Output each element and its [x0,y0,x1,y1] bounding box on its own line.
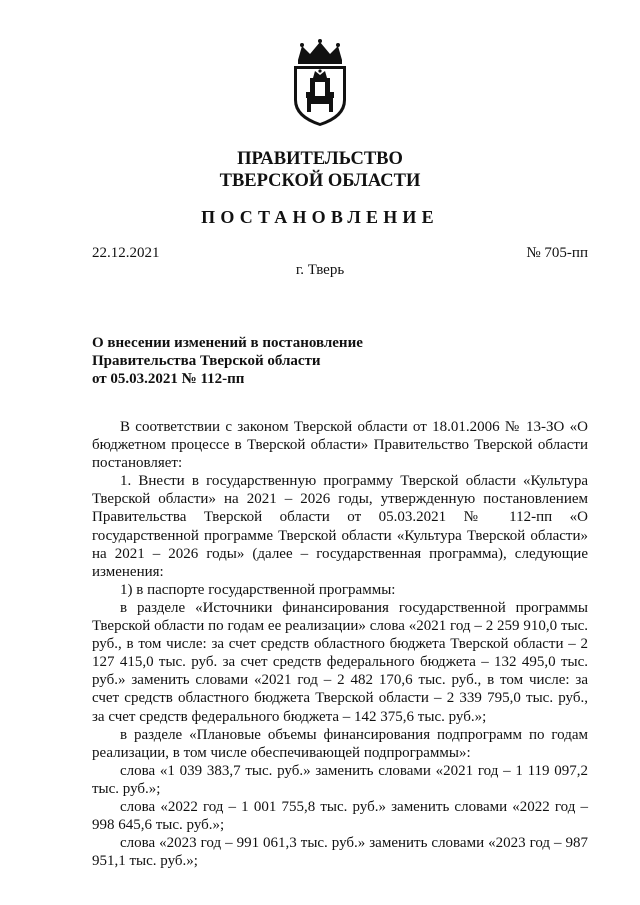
document-title [92,334,452,388]
paragraph-funding-sources: в разделе «Источники финансирования государственной программы Тверской области по годам ее реализации» слова «2021 год – 2 259 910,0 тыс. руб., в том числе: за счет средств областного бюджета Тверской области – 2 127 415,0 тыс. руб. за счет средств федерального бюджета – 132 495,0 тыс. руб.» заменить словами «2021 год – 2 482 170,6 тыс. руб., в том числе: за счет средств областного бюджета Тверской области – 2 339 795,0 тыс. руб., за счет средств федерального бюджета – 142 375,6 тыс. руб.»; [92,599,588,725]
document-type: ПОСТАНОВЛЕНИЕ [201,207,439,227]
paragraph-replace-2021: слова «1 039 383,7 тыс. руб.» заменить словами «2021 год – 1 119 097,2 тыс. руб.»; [92,762,588,797]
title-line1: О внесении изменений в постановление [92,335,363,351]
paragraph-planned-volumes: в разделе «Плановые объемы финансирования подпрограмм по годам реализации, в том числе обеспечивающей подпрограммы»: [92,726,588,761]
document-date: 22.12.2021 [92,245,160,261]
tver-coat-of-arms-icon [288,38,352,128]
document-city: г. Тверь [295,262,345,278]
paragraph-preamble: В соответствии с законом Тверской области от 18.01.2006 № 13-ЗО «О бюджетном процессе в Тверской области» Правительство Тверской области постановляет: [92,419,588,472]
paragraph-subitem-1: 1) в паспорте государственной программы: [120,581,396,598]
paragraph-item-1: 1. Внести в государственную программу Тверской области «Культура Тверской области» на 2021 – 2026 годы, утвержденную постановлением Правительства Тверской области от 05.03.2021 № 112-пп «О государственной программе Тверской области «Культура Тверской области» на 2021 – 2026 годы» (далее – государственная программа), следующие изменения: [92,473,588,580]
org-name-line2: ТВЕРСКОЙ ОБЛАСТИ [219,171,421,191]
title-line2: Правительства Тверской области [92,353,321,369]
document-body [92,418,588,870]
title-line3: от 05.03.2021 № 112-пп [92,371,245,387]
paragraph-replace-2023: слова «2023 год – 991 061,3 тыс. руб.» заменить словами «2023 год – 987 951,1 тыс. руб.»; [92,835,588,870]
org-name-line1: ПРАВИТЕЛЬСТВО [237,149,403,169]
document-number: № 705-пп [526,245,588,261]
paragraph-replace-2022: слова «2022 год – 1 001 755,8 тыс. руб.» заменить словами «2022 год – 998 645,6 тыс. руб.»; [92,798,588,834]
